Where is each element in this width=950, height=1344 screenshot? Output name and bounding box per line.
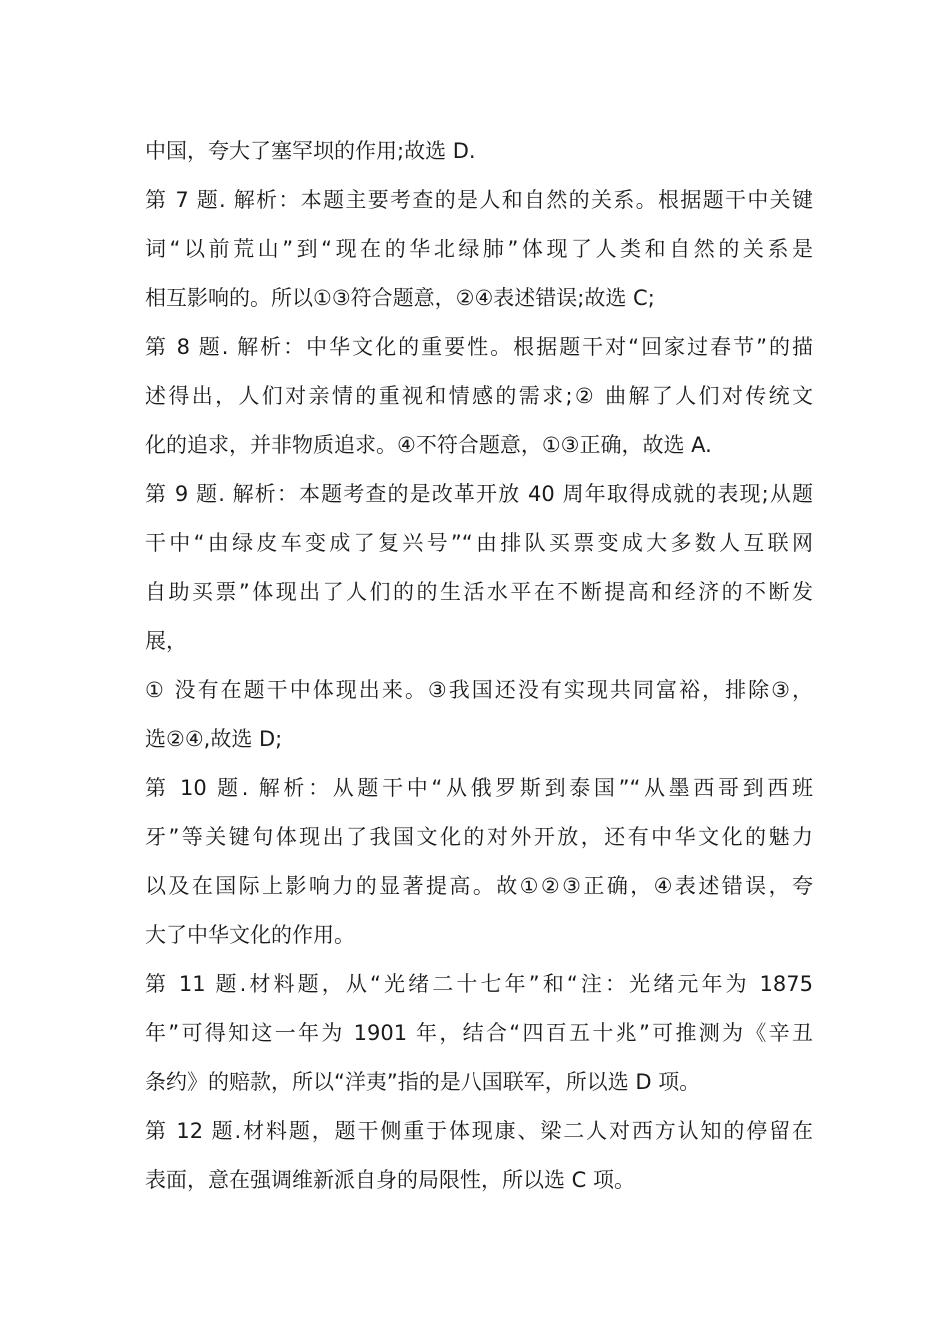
text-line: ① 没有在题干中体现出来。③我国还没有实现共同富裕，排除③， (145, 678, 813, 702)
text-line: 第 7 题. 解析：本题主要考查的是人和自然的关系。根据题干中关键 (145, 188, 813, 212)
answer-explanations (145, 129, 813, 1207)
text-line: 自助买票”体现出了人们的的生活水平在不断提高和经济的不断发 (145, 580, 813, 604)
text-line: 表面，意在强调维新派自身的局限性，所以选 C 项。 (145, 1168, 636, 1192)
text-line: 年”可得知这一年为 1901 年，结合“四百五十兆”可推测为《辛丑 (145, 1021, 813, 1045)
text-line: 词“以前荒山”到“现在的华北绿肺”体现了人类和自然的关系是 (145, 237, 813, 261)
text-line: 条约》的赔款，所以“洋夷”指的是八国联军，所以选 D 项。 (145, 1070, 701, 1094)
text-line: 大了中华文化的作用。 (145, 923, 355, 947)
text-line: 干中“由绿皮车变成了复兴号”“由排队买票变成大多数人互联网 (145, 531, 813, 555)
text-line: 牙”等关键句体现出了我国文化的对外开放，还有中华文化的魅力 (145, 825, 813, 849)
text-line: 第 11 题.材料题，从“光绪二十七年”和“注：光绪元年为 1875 (145, 972, 813, 996)
text-line: 第 8 题. 解析：中华文化的重要性。根据题干对“回家过春节”的描 (145, 335, 813, 359)
text-line: 以及在国际上影响力的显著提高。故①②③正确，④表述错误，夸 (145, 874, 813, 898)
text-line: 述得出，人们对亲情的重视和情感的需求;② 曲解了人们对传统文 (145, 384, 813, 408)
text-line: 选②④,故选 D; (145, 727, 283, 751)
text-line: 第 12 题.材料题，题干侧重于体现康、梁二人对西方认知的停留在 (145, 1119, 813, 1143)
text-line: 第 10 题. 解析：从题干中“从俄罗斯到泰国”“从墨西哥到西班 (145, 776, 813, 800)
text-line: 中国，夸大了塞罕坝的作用;故选 D. (145, 139, 476, 163)
text-line: 第 9 题. 解析：本题考查的是改革开放 40 周年取得成就的表现;从题 (145, 482, 813, 506)
text-line: 相互影响的。所以①③符合题意，②④表述错误;故选 C; (145, 286, 655, 310)
text-line: 化的追求，并非物质追求。④不符合题意，①③正确，故选 A. (145, 433, 712, 457)
text-line: 展， (145, 629, 187, 653)
